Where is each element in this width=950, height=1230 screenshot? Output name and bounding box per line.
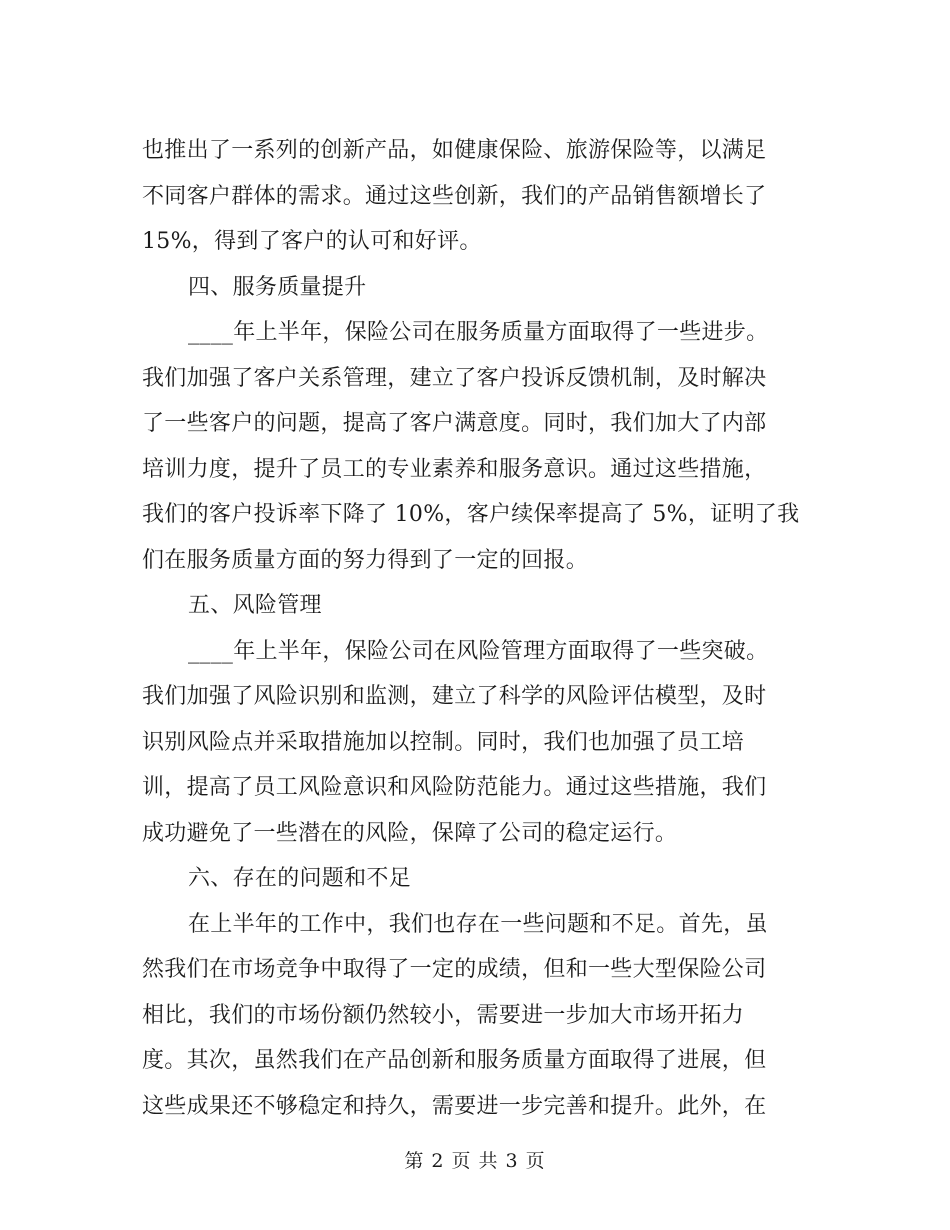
text-line: 相比，我们的市场份额仍然较小，需要进一步加大市场开拓力 [142,1002,745,1028]
text-line: 们在服务质量方面的努力得到了一定的回报。 [142,547,589,573]
text-line: 不同客户群体的需求。通过这些创新，我们的产品销售额增长了 [142,183,767,209]
text-line: 了一些客户的问题，提高了客户满意度。同时，我们加大了内部 [142,411,767,436]
document-body [142,128,802,1129]
section-heading-problems: 六、存在的问题和不足 [188,866,412,891]
text-line: 然我们在市场竞争中取得了一定的成绩，但和一些大型保险公司 [142,957,767,982]
text-line: ____年上半年，保险公司在风险管理方面取得了一些突破。 [188,638,769,664]
text-line: 我们加强了客户关系管理，建立了客户投诉反馈机制，及时解决 [142,365,767,391]
text-line: 这些成果还不够稳定和持久，需要进一步完善和提升。此外，在 [142,1093,767,1119]
section-heading-risk-management: 五、风险管理 [188,593,322,618]
text-line: 在上半年的工作中，我们也存在一些问题和不足。首先，虽 [188,911,768,937]
text-line: 识别风险点并采取措施加以控制。同时，我们也加强了员工培 [142,729,745,755]
text-line: ____年上半年，保险公司在服务质量方面取得了一些进步。 [188,320,769,345]
text-line: 训，提高了员工风险意识和风险防范能力。通过这些措施，我们 [142,775,767,800]
text-line: 也推出了一系列的创新产品，如健康保险、旅游保险等，以满足 [142,138,767,163]
text-line: 培训力度，提升了员工的专业素养和服务意识。通过这些措施， [142,456,767,482]
text-line: 度。其次，虽然我们在产品创新和服务质量方面取得了进展，但 [142,1048,767,1073]
text-line: 成功避免了一些潜在的风险，保障了公司的稳定运行。 [142,820,678,846]
section-heading-service-quality: 四、服务质量提升 [188,274,367,300]
text-line: 我们加强了风险识别和监测，建立了科学的风险评估模型，及时 [142,684,767,709]
text-line: 我们的客户投诉率下降了 10%，客户续保率提高了 5%，证明了我 [142,502,800,527]
page-number-footer: 第 2 页 共 3 页 [404,1150,546,1172]
text-line: 15%，得到了客户的认可和好评。 [142,229,482,254]
